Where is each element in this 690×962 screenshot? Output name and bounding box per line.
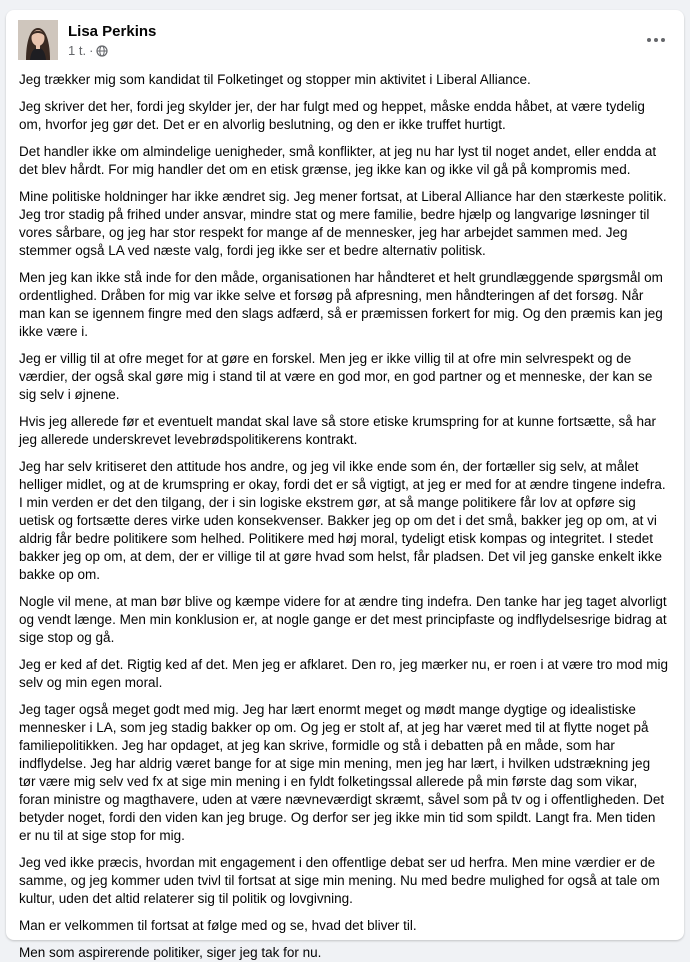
post-text: [6, 71, 684, 962]
more-dot: [647, 38, 651, 42]
meta-separator: ·: [89, 43, 94, 58]
post-paragraph: Hvis jeg allerede før et eventuelt mandat skal lave så store etiske krumspring for at kunne fortsætte, så har jeg allerede underskrevet levebrødspolitikerens kontrakt.: [19, 414, 657, 447]
globe-icon[interactable]: [96, 45, 108, 57]
post-paragraph: Man er velkommen til fortsat at følge med og se, hvad det bliver til.: [19, 918, 417, 933]
post-paragraph: Jeg ved ikke præcis, hvordan mit engagement i den offentlige debat ser ud herfra. Men mine værdier er de samme, og jeg kommer uden tvivl til fortsat at sige min mening. Nu med bedre mulighed for også at tale om kultur, uden det altid relaterer sig til politik og lovgivning.: [19, 855, 660, 906]
post-timestamp[interactable]: 1 t.: [68, 43, 87, 58]
post-paragraph: Jeg tager også meget godt med mig. Jeg har lært enormt meget og mødt mange dygtige og idealistiske mennesker i LA, som jeg stadig bakker op om. Og jeg er stolt af, at jeg har været med til at flytte noget på familiepolitikken. Jeg har opdaget, at jeg kan skrive, formidle og stå i debatten på en måde, som har indflydelse. Jeg har aldrig været bange for at sige min mening, men jeg har lært, i hvilken udstrækning jeg tør være mig selv ved fx at sige min mening i en fyldt folketingssal allerede på min første dag som vikar, foran ministre og magthavere, uden at være nævneværdigt skræmt, såvel som på tv og i offentligheden. Det betyder noget, fordi den viden kan jeg bruge. Og derfor ser jeg ikke min tid som spildt. Langt fra. Men tiden er nu til at sige stop for mig.: [19, 702, 665, 843]
post-card: [6, 10, 684, 960]
author-name[interactable]: Lisa Perkins: [68, 23, 157, 40]
post-paragraph: Nogle vil mene, at man bør blive og kæmpe videre for at ændre ting indefra. Den tanke har jeg taget alvorligt og vendt længe. Men min konklusion er, at nogle gange er det mest principfaste og indflydelsesrige bidrag at sige stop og gå.: [19, 594, 667, 645]
post-meta: [68, 43, 108, 59]
post-paragraph: Jeg har selv kritiseret den attitude hos andre, og jeg vil ikke ende som én, der fortæller sig selv, at målet helliger midlet, og at de krumspring er okay, fordi det er så vigtigt, at jeg er med for at ændre tingene indefra. I min verden er det den tilgang, der i sin logiske ekstrem gør, at så mange politikere får lov at opføre sig uetisk og fortsætte deres virke uden konsekvenser. Bakker jeg op om det i det små, bakker jeg op om, at vi aldrig får bedre politikere som helhed. Politikere med høj moral, tydeligt etisk kompas og integritet. I stedet bakker jeg op om, at dem, der er villige til at gøre hvad som helst, får pladsen. Det vil jeg ganske enkelt ikke bakke op om.: [19, 459, 666, 582]
post-paragraph: Jeg er ked af det. Rigtig ked af det. Men jeg er afklaret. Den ro, jeg mærker nu, er roen i at være tro mod mig selv og min egen moral.: [19, 657, 669, 690]
post-paragraph: Jeg er villig til at ofre meget for at gøre en forskel. Men jeg er ikke villig til at ofre min selvrespekt og de værdier, der også skal gøre mig i stand til at være en god mor, en god partner og et menneske, der kan se sig selv i øjnene.: [19, 351, 653, 402]
post-paragraph: Men som aspirerende politiker, siger jeg tak for nu.: [19, 945, 322, 960]
post-paragraph: Det handler ikke om almindelige uenigheder, små konflikter, at jeg nu har lyst til noget andet, eller endda at det blev hårdt. For mig handler det om en etisk grænse, jeg ikke kan og ikke vil gå på kompromis med.: [19, 144, 657, 177]
post-paragraph: Mine politiske holdninger har ikke ændret sig. Jeg mener fortsat, at Liberal Alliance har den stærkeste politik. Jeg tror stadig på frihed under ansvar, mindre stat og mere familie, bedre hjælp og langvarige løsninger til vores sårbare, og jeg har stor respekt for mange af de mennesker, jeg har arbejdet sammen med. Jeg stemmer også LA ved næste valg, fordi jeg ikke ser et bedre alternativ politisk.: [19, 189, 667, 258]
avatar[interactable]: [18, 20, 58, 60]
avatar-portrait-icon: [18, 20, 58, 60]
more-options-icon[interactable]: [640, 28, 672, 52]
post-paragraph: Jeg skriver det her, fordi jeg skylder jer, der har fulgt med og heppet, måske endda håbet, at være tydelig om, hvorfor jeg gør det. Det er en alvorlig beslutning, og den er ikke truffet hurtigt.: [19, 99, 645, 132]
post-header: [6, 10, 684, 68]
post-paragraph: Men jeg kan ikke stå inde for den måde, organisationen har håndteret et helt grundlæggende spørgsmål om ordentlighed. Dråben for mig var ikke selve et forsøg på afpresning, men håndteringen af det forsøg. Når man kan se igennem fingre med den slags adfærd, så er præmissen forkert for mig. Og den præmis kan jeg ikke være i.: [19, 270, 663, 339]
more-dot: [661, 38, 665, 42]
post-paragraph: Jeg trækker mig som kandidat til Folketinget og stopper min aktivitet i Liberal Alliance.: [19, 72, 531, 87]
more-dot: [654, 38, 658, 42]
